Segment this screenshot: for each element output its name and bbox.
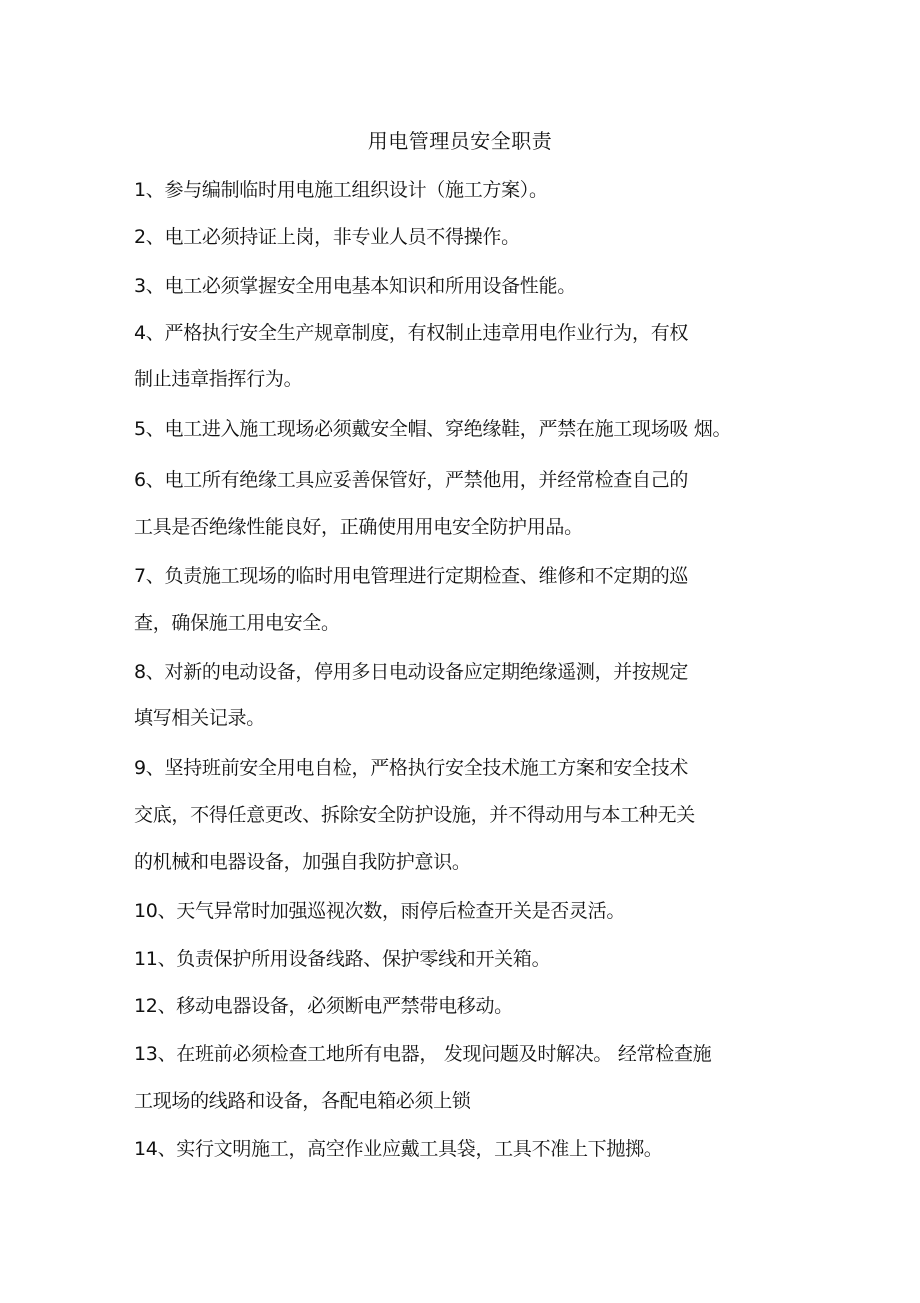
duty-item-7-line-2: 查，确保施工用电安全。	[134, 612, 340, 634]
document-title: 用电管理员安全职责	[367, 129, 553, 153]
duty-item-9-line-1: 9、坚持班前安全用电自检，严格执行安全技术施工方案和安全技术	[134, 757, 689, 779]
duty-item-2: 2、电工必须持证上岗，非专业人员不得操作。	[134, 226, 520, 248]
duty-item-8-line-2: 填写相关记录。	[134, 707, 265, 729]
duty-item-14: 14、实行文明施工，高空作业应戴工具袋，工具不准上下抛掷。	[134, 1138, 663, 1160]
duty-item-6-line-1: 6、电工所有绝缘工具应妥善保管好，严禁他用，并经常检查自己的	[134, 469, 689, 491]
duty-item-1: 1、参与编制临时用电施工组织设计（施工方案）。	[134, 179, 548, 201]
duty-item-6-line-2: 工具是否绝缘性能良好，正确使用用电安全防护用品。	[134, 516, 583, 538]
duty-item-4-line-1: 4、严格执行安全生产规章制度，有权制止违章用电作业行为，有权	[134, 322, 689, 344]
duty-item-4-line-2: 制止违章指挥行为。	[134, 368, 303, 390]
duty-item-12: 12、移动电器设备，必须断电严禁带电移动。	[134, 995, 513, 1017]
duty-item-11: 11、负责保护所用设备线路、保护零线和开关箱。	[134, 948, 551, 970]
duty-item-5: 5、电工进入施工现场必须戴安全帽、穿绝缘鞋，严禁在施工现场吸 烟。	[134, 418, 732, 440]
duty-item-13-line-1: 13、在班前必须检查工地所有电器， 发现问题及时解决。 经常检查施	[134, 1043, 712, 1065]
duty-item-9-line-3: 的机械和电器设备，加强自我防护意识。	[134, 851, 471, 873]
duty-item-10: 10、天气异常时加强巡视次数，雨停后检查开关是否灵活。	[134, 900, 626, 922]
duty-item-3: 3、电工必须掌握安全用电基本知识和所用设备性能。	[134, 275, 576, 297]
duty-item-13-line-2: 工现场的线路和设备，各配电箱必须上锁	[134, 1090, 471, 1112]
duty-item-7-line-1: 7、负责施工现场的临时用电管理进行定期检查、维修和不定期的巡	[134, 565, 689, 587]
duty-item-8-line-1: 8、对新的电动设备，停用多日电动设备应定期绝缘遥测，并按规定	[134, 661, 689, 683]
duty-item-9-line-2: 交底，不得任意更改、拆除安全防护设施，并不得动用与本工种无关	[134, 804, 696, 826]
